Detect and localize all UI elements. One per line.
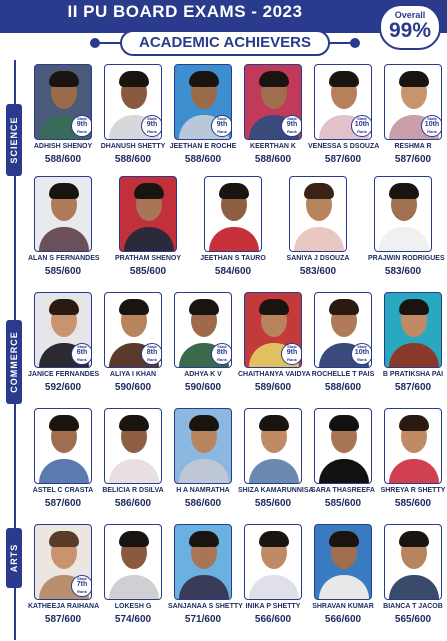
student-photo [174,64,232,140]
rank-label: Rank [77,589,87,594]
student-photo [34,64,92,140]
student-card [28,176,98,277]
student-card [378,292,447,393]
rank-label: Rank [77,357,87,362]
portrait-body [319,575,369,600]
student-photo [174,524,232,600]
state-label: State [147,344,157,349]
portrait-hair [329,299,359,315]
student-photo [204,176,262,252]
student-name: SHRAVAN KUMAR [312,603,374,610]
state-rank-badge [351,343,372,365]
student-card [98,292,168,393]
state-rank-badge [71,343,92,365]
rank-label: Rank [287,129,297,134]
portrait-body [389,343,439,368]
student-name: BELICIA R DSILVA [102,487,164,494]
portrait-hair [49,531,79,547]
portrait-hair [259,415,289,431]
student-card [168,64,238,165]
portrait-body [39,459,89,484]
student-card [168,408,238,509]
student-score: 574/600 [114,614,152,625]
portrait-hair [134,183,164,199]
student-score: 571/600 [184,614,222,625]
rank-label: Rank [217,129,227,134]
student-card [308,64,378,165]
student-name: LOKESH G [114,603,152,610]
student-photo [384,292,442,368]
rank-label: Rank [287,357,297,362]
student-name: KEERTHAN K [250,143,296,150]
portrait-body [249,459,299,484]
state-rank-badge [141,115,162,137]
student-name: KATHEEJA RAIHANA [28,603,100,610]
rank-number: 9th [146,121,158,128]
student-score: 566/600 [324,614,362,625]
portrait-hair [189,299,219,315]
student-score: 590/600 [114,382,152,393]
rank-label: Rank [217,357,227,362]
portrait-hair [189,531,219,547]
state-label: State [357,116,367,121]
student-name: JANICE FERNANDES [28,371,100,378]
student-name: SHREYA R SHETTY [380,487,446,494]
state-rank-badge [211,343,232,365]
rank-label: Rank [77,129,87,134]
student-card [378,408,447,509]
rank-label: Rank [147,129,157,134]
rank-label: Rank [427,129,437,134]
student-photo [244,524,302,600]
student-photo [289,176,347,252]
student-card [98,64,168,165]
portrait-hair [49,299,79,315]
student-photo [104,292,162,368]
rank-number: 8th [216,349,228,356]
student-photo [314,524,372,600]
student-card [308,524,378,625]
portrait-hair [399,531,429,547]
portrait-hair [304,183,334,199]
student-score: 586/600 [184,498,222,509]
student-score: 585/600 [44,266,82,277]
portrait-hair [49,71,79,87]
student-card [238,408,314,509]
portrait-hair [189,71,219,87]
student-photo [244,292,302,368]
portrait-body [319,459,369,484]
state-rank-badge [71,575,92,597]
student-photo [314,64,372,140]
student-card [98,524,168,625]
section-label-commerce: COMMERCE [9,331,19,393]
portrait-body [209,227,259,252]
student-name: RESHMA R [394,143,432,150]
student-name: CHAITHANYA VAIDYA [238,371,311,378]
student-name: SANIYA J DSOUZA [286,255,350,262]
student-photo [314,408,372,484]
student-photo [384,524,442,600]
subtitle-left-line [98,42,122,44]
student-name: SANJANAA S SHETTY [168,603,243,610]
rank-number: 10th [354,121,370,128]
student-score: 592/600 [44,382,82,393]
portrait-body [389,575,439,600]
student-name: B PRATIKSHA PAI [382,371,444,378]
section-arts [6,528,22,588]
portrait-body [124,227,174,252]
student-score: 587/600 [324,154,362,165]
student-name: ALAN S FERNANDES [28,255,100,262]
subtitle-right-line [328,42,352,44]
state-label: State [357,344,367,349]
student-photo [384,64,442,140]
portrait-hair [119,415,149,431]
portrait-hair [119,71,149,87]
state-label: State [217,344,227,349]
student-score: 589/600 [254,382,292,393]
student-name: DHANUSH SHETTY [100,143,166,150]
student-name: JEETHAN E ROCHE [169,143,237,150]
student-photo [104,408,162,484]
student-photo [34,292,92,368]
student-card [168,524,243,625]
student-card [308,292,378,393]
student-name: JEETHAN S TAURO [200,255,266,262]
student-score: 587/600 [44,614,82,625]
student-score: 588/600 [324,382,362,393]
state-label: State [77,576,87,581]
rank-number: 9th [76,121,88,128]
overall-result-badge [379,4,441,50]
student-score: 585/600 [324,498,362,509]
subtitle-pill: ACADEMIC ACHIEVERS [120,30,330,56]
portrait-hair [259,71,289,87]
portrait-hair [329,415,359,431]
section-science [6,104,22,176]
student-name: VENESSA S DSOUZA [308,143,380,150]
student-name: ASTEL C CRASTA [32,487,94,494]
student-score: 583/600 [299,266,337,277]
student-photo [374,176,432,252]
portrait-body [249,575,299,600]
state-rank-badge [281,115,302,137]
student-score: 587/600 [44,498,82,509]
page-title: II PU BOARD EXAMS - 2023 [67,2,303,21]
portrait-body [379,227,429,252]
portrait-body [179,459,229,484]
student-score: 587/600 [394,382,432,393]
state-rank-badge [211,115,232,137]
state-label: State [427,116,437,121]
student-name: ADHYA K V [184,371,222,378]
portrait-hair [259,531,289,547]
state-rank-badge [421,115,442,137]
student-score: 588/600 [184,154,222,165]
student-name: ADHISH SHENOY [33,143,93,150]
rank-number: 9th [286,349,298,356]
student-photo [104,64,162,140]
student-score: 588/600 [114,154,152,165]
portrait-hair [399,71,429,87]
overall-value: 99% [388,19,432,42]
portrait-hair [399,415,429,431]
state-rank-badge [281,343,302,365]
student-score: 585/600 [394,498,432,509]
rank-number: 9th [216,121,228,128]
student-score: 587/600 [394,154,432,165]
student-photo [174,292,232,368]
student-photo [384,408,442,484]
student-photo [34,408,92,484]
student-name: SHIZA KAMARUNNISA [238,487,314,494]
student-card [28,524,98,625]
state-label: State [287,344,297,349]
student-score: 583/600 [384,266,422,277]
student-score: 585/600 [254,498,292,509]
portrait-body [39,227,89,252]
portrait-hair [49,415,79,431]
student-photo [119,176,177,252]
state-label: State [287,116,297,121]
portrait-hair [219,183,249,199]
section-label-science: SCIENCE [9,116,19,164]
state-label: State [217,116,227,121]
state-label: State [77,344,87,349]
portrait-hair [259,299,289,315]
rank-label: Rank [357,357,367,362]
student-name: ROCHELLE T PAIS [311,371,375,378]
section-label-arts: ARTS [9,543,19,573]
student-score: 588/600 [254,154,292,165]
student-card [28,408,98,509]
portrait-hair [389,183,419,199]
rank-number: 7th [76,581,88,588]
student-name: H A NAMRATHA [176,487,230,494]
state-label: State [77,116,87,121]
portrait-body [109,575,159,600]
student-card [238,524,308,625]
student-card [378,64,447,165]
student-card [378,524,447,625]
student-name: PRAJWIN RODRIGUES [368,255,445,262]
student-name: ALIYA I KHAN [109,371,157,378]
portrait-hair [49,183,79,199]
student-card [238,64,308,165]
student-card [168,292,238,393]
student-card [28,64,98,165]
student-photo [244,408,302,484]
student-score: 585/600 [129,266,167,277]
portrait-hair [119,299,149,315]
student-name: SARA THASREEFA [311,487,375,494]
student-photo [314,292,372,368]
state-rank-badge [71,115,92,137]
student-photo [174,408,232,484]
state-label: State [147,116,157,121]
portrait-hair [119,531,149,547]
rank-number: 10th [424,121,440,128]
portrait-hair [189,415,219,431]
rank-label: Rank [147,357,157,362]
subtitle-left-dot [90,38,100,48]
student-name: INIKA P SHETTY [245,603,301,610]
student-photo [244,64,302,140]
student-score: 566/600 [254,614,292,625]
portrait-body [389,459,439,484]
rank-number: 9th [286,121,298,128]
student-name: BIANCA T JACOB [383,603,443,610]
section-commerce [6,320,22,404]
rank-number: 6th [76,349,88,356]
rank-number: 8th [146,349,158,356]
portrait-hair [399,299,429,315]
portrait-body [179,575,229,600]
student-card [308,408,378,509]
rank-number: 10th [354,349,370,356]
student-score: 586/600 [114,498,152,509]
student-card [113,176,183,277]
student-photo [34,524,92,600]
student-photo [34,176,92,252]
overall-label: Overall [394,10,426,20]
student-card [238,292,311,393]
student-score: 590/600 [184,382,222,393]
student-photo [104,524,162,600]
subtitle-right-dot [350,38,360,48]
student-score: 584/600 [214,266,252,277]
student-card [283,176,353,277]
student-score: 565/600 [394,614,432,625]
student-card [28,292,98,393]
rank-label: Rank [357,129,367,134]
portrait-body [294,227,344,252]
state-rank-badge [351,115,372,137]
state-rank-badge [141,343,162,365]
student-card [368,176,445,277]
portrait-hair [329,531,359,547]
portrait-hair [329,71,359,87]
portrait-body [109,459,159,484]
student-name: PRATHAM SHENOY [115,255,181,262]
student-score: 588/600 [44,154,82,165]
student-card [98,408,168,509]
student-card [198,176,268,277]
